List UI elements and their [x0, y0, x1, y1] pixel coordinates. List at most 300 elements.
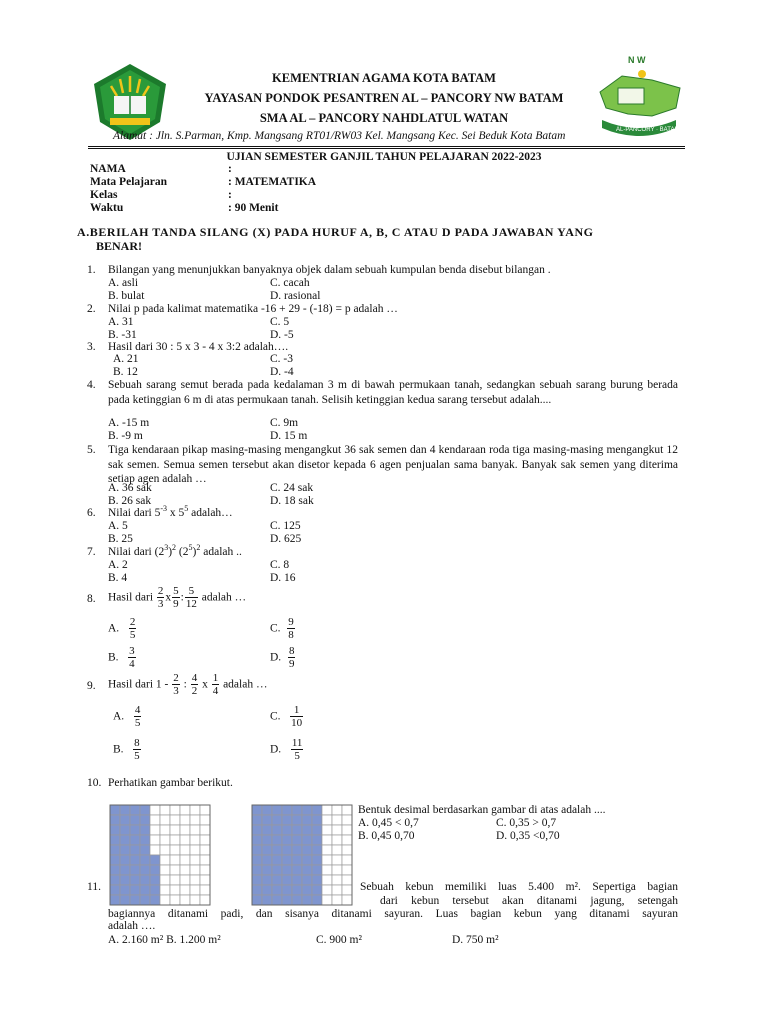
grid-cell [200, 845, 210, 855]
fraction [288, 645, 296, 670]
grid-cell-shaded [272, 815, 282, 825]
grid-cell-shaded [312, 895, 322, 905]
grid-cell [332, 835, 342, 845]
grid-cell [160, 835, 170, 845]
option-a[interactable]: A. 31 [108, 316, 134, 328]
numerator: 8 [288, 645, 295, 657]
option-d[interactable]: D. -5 [270, 329, 294, 341]
grid-cell [160, 875, 170, 885]
grid-cell-shaded [312, 805, 322, 815]
question-text: Tiga kendaraan pikap masing-masing mengangkut 36 sak semen dan 4 kendaraan roda tiga masing-masing mengangkut 12 sak semen. Semua semen tersebut akan disetor kepada 6 agen penjualan sama banyak. Banyak sak semen yang diterima setiap agen adalah … [108, 444, 678, 485]
grid-cell [180, 875, 190, 885]
grid-cell [322, 875, 332, 885]
option-c[interactable]: C. 5 [270, 316, 290, 328]
fraction [157, 585, 165, 610]
grid-cell-shaded [302, 815, 312, 825]
grid-cell [322, 885, 332, 895]
operator: x [165, 591, 172, 604]
grid-cell-shaded [252, 895, 262, 905]
grid-cell [322, 805, 332, 815]
grid-cell-shaded [292, 845, 302, 855]
grid-cell [170, 845, 180, 855]
identity-value: : 90 Menit [228, 202, 279, 214]
exam-title: UJIAN SEMESTER GANJIL TAHUN PELAJARAN 2022-2023 [226, 151, 542, 163]
option-a[interactable] [108, 616, 137, 641]
fraction [185, 585, 198, 610]
header-line1: KEMENTRIAN AGAMA KOTA BATAM [272, 71, 496, 85]
logo-ribbon-text: AL-PANCORY · BATAM [616, 127, 680, 133]
grid-cell [150, 835, 160, 845]
grid-cell-shaded [140, 855, 150, 865]
option-letter: B. [108, 651, 119, 664]
question-text-2: Bentuk desimal berdasarkan gambar di atas adalah .... [358, 804, 606, 816]
grid-cell-shaded [282, 845, 292, 855]
grid-cell-shaded [302, 885, 312, 895]
grid-cell-shaded [302, 875, 312, 885]
header-address: Alamat : Jln. S.Parman, Kmp. Mangsang RT01/RW03 Kel. Mangsang Kec. Sei Beduk Kota Batam [113, 130, 566, 142]
denominator: 5 [294, 750, 300, 762]
grid-cell [200, 825, 210, 835]
text-part: Hasil dari 1 - [108, 678, 169, 691]
grid-cell [150, 845, 160, 855]
grid-cell-shaded [120, 845, 130, 855]
grid-cell-shaded [262, 805, 272, 815]
denominator: 5 [134, 750, 140, 762]
grid-cell-shaded [292, 805, 302, 815]
text-part: x 5 [167, 507, 185, 519]
grid-cell-shaded [272, 835, 282, 845]
grid-cell [200, 875, 210, 885]
grid-cell [150, 825, 160, 835]
grid-cell [200, 815, 210, 825]
section-a-instruction: A.BERILAH TANDA SILANG (X) PADA HURUF A, B, C ATAU D PADA JAWABAN YANG [77, 225, 594, 239]
grid-cell-shaded [120, 885, 130, 895]
question-text [108, 585, 246, 610]
grid-cell-shaded [302, 805, 312, 815]
grid-cell-shaded [130, 825, 140, 835]
operator: : [183, 678, 187, 691]
grid-cell [190, 895, 200, 905]
grid-cell-shaded [282, 855, 292, 865]
text-part: (2 [176, 546, 189, 558]
option-c[interactable]: C. 24 sak [270, 482, 314, 494]
grid-cell-shaded [312, 885, 322, 895]
grid-cell-shaded [150, 875, 160, 885]
grid-cell-shaded [120, 895, 130, 905]
grid-cell-shaded [110, 845, 120, 855]
fraction [287, 616, 295, 641]
grid-cell [160, 895, 170, 905]
grid-cell [170, 865, 180, 875]
grid-cell [170, 825, 180, 835]
option-b[interactable]: B. -9 m [108, 430, 143, 442]
operator: x [202, 678, 208, 691]
question-text [108, 543, 242, 558]
option-d[interactable]: D. rasional [270, 290, 321, 302]
grid-cell-shaded [282, 805, 292, 815]
grid-cell [180, 825, 190, 835]
numerator: 3 [129, 645, 135, 657]
grid-cell [170, 835, 180, 845]
grid-cell-shaded [312, 855, 322, 865]
grid-cell [342, 885, 352, 895]
option-b[interactable]: B. 25 [108, 533, 133, 545]
grid-cell-shaded [140, 875, 150, 885]
question-text-line: adalah …. [108, 920, 156, 932]
grid-cell-shaded [252, 885, 262, 895]
grid-cell-shaded [252, 845, 262, 855]
denominator: 3 [157, 598, 164, 610]
grid-cell [160, 805, 170, 815]
grid-cell-shaded [262, 885, 272, 895]
grid-cell [322, 895, 332, 905]
grid-cell-shaded [302, 895, 312, 905]
grid-cell-shaded [272, 875, 282, 885]
grid-cell [342, 855, 352, 865]
grid-cell-shaded [302, 845, 312, 855]
option-d[interactable]: D. 750 m² [452, 934, 499, 946]
option-c[interactable] [270, 616, 296, 641]
grid-cell-shaded [120, 805, 130, 815]
grid-cell [170, 875, 180, 885]
numerator: 5 [185, 585, 198, 598]
grid-cell [190, 875, 200, 885]
grid-cell-shaded [120, 835, 130, 845]
grid-cell [170, 855, 180, 865]
question-text: Sebuah sarang semut berada pada kedalaman 3 m di bawah permukaan tanah, sedangkan sebuah sarang burung berada pada ketinggian 6 m di atas permukaan tanah. Selisih ketinggian kedua sarang tersebut adalah.... [108, 379, 678, 406]
grid-cell [160, 865, 170, 875]
question-text [108, 504, 233, 519]
grid-cell-shaded [110, 895, 120, 905]
denominator: 4 [129, 658, 135, 670]
operator: : [180, 591, 184, 604]
grid-cell-shaded [262, 835, 272, 845]
grid-cell-shaded [262, 825, 272, 835]
grid-cell-shaded [262, 845, 272, 855]
grid-cell [170, 815, 180, 825]
option-a[interactable]: A. 0,45 < 0,7 [358, 817, 419, 829]
grid-cell-shaded [252, 825, 262, 835]
question-number: 1. [87, 264, 96, 276]
option-d[interactable]: D. 15 m [270, 430, 308, 442]
numerator: 5 [173, 585, 179, 597]
denominator: 3 [173, 685, 179, 697]
grid-cell [342, 825, 352, 835]
question-number: 11. [87, 881, 101, 893]
option-c[interactable]: C. cacah [270, 277, 310, 289]
grid-cell-shaded [282, 875, 292, 885]
grid-cell [332, 805, 342, 815]
grid-cell-shaded [140, 835, 150, 845]
fraction [172, 585, 180, 610]
denominator: 4 [212, 685, 219, 697]
grid-cell [342, 875, 352, 885]
option-c[interactable]: C. 900 m² [316, 934, 362, 946]
denominator: 12 [185, 598, 197, 610]
option-a[interactable]: A. 21 [113, 353, 139, 365]
question-number: 8. [87, 593, 96, 605]
option-a-b[interactable]: A. 2.160 m² B. 1.200 m² [108, 934, 221, 946]
grid-cell-shaded [292, 835, 302, 845]
grid-cell [180, 895, 190, 905]
fraction [172, 672, 180, 697]
option-a[interactable]: A. -15 m [108, 417, 150, 429]
grid-cell-shaded [120, 815, 130, 825]
grid-cell-shaded [110, 875, 120, 885]
option-d[interactable]: D. 625 [270, 533, 302, 545]
option-b[interactable]: B. -31 [108, 329, 137, 341]
grid-cell [322, 815, 332, 825]
fraction [134, 704, 142, 729]
grid-cell [180, 815, 190, 825]
grid-cell-shaded [140, 895, 150, 905]
logo-nw-text: N W [628, 55, 646, 65]
option-a[interactable] [113, 704, 142, 729]
grid-cell-shaded [312, 815, 322, 825]
grid-cell-shaded [130, 865, 140, 875]
grid-cell-shaded [312, 825, 322, 835]
grid-cell [322, 865, 332, 875]
grid-cell-shaded [312, 835, 322, 845]
grid-cell [342, 805, 352, 815]
grid-cell [180, 805, 190, 815]
grid-cell [190, 835, 200, 845]
text-part: Nilai dari 5 [108, 507, 161, 519]
option-d[interactable] [270, 645, 296, 670]
option-b[interactable]: B. 12 [113, 366, 138, 378]
grid-cell [150, 815, 160, 825]
grid-cell [170, 805, 180, 815]
option-d[interactable]: D. -4 [270, 366, 294, 378]
grid-cell-shaded [282, 895, 292, 905]
grid-cell [180, 865, 190, 875]
grid-cell-shaded [130, 875, 140, 885]
grid-cell-shaded [272, 805, 282, 815]
grid-cell-shaded [262, 815, 272, 825]
grid-cell-shaded [130, 885, 140, 895]
option-letter: A. [108, 622, 120, 635]
fraction [290, 704, 303, 729]
grid-cell-shaded [140, 865, 150, 875]
grid-cell-shaded [312, 865, 322, 875]
grid-cell-shaded [272, 885, 282, 895]
option-b[interactable] [108, 645, 137, 670]
grid-cell [342, 845, 352, 855]
grid-cell [190, 845, 200, 855]
option-a[interactable]: A. 36 sak [108, 482, 152, 494]
text-part: ) [168, 546, 173, 558]
grid-cell-shaded [120, 875, 130, 885]
grid-cell [180, 845, 190, 855]
grid-cell-shaded [150, 885, 160, 895]
denominator: 9 [173, 598, 179, 610]
option-letter: B. [113, 743, 124, 756]
text-part: adalah… [188, 507, 233, 519]
grid-cell-shaded [272, 845, 282, 855]
question-number: 5. [87, 444, 96, 456]
grid-cell [342, 865, 352, 875]
grid-cell-shaded [130, 835, 140, 845]
option-b[interactable]: B. 4 [108, 572, 128, 584]
grid-cell-shaded [282, 835, 292, 845]
grid-cell-shaded [130, 895, 140, 905]
grid-cell-shaded [302, 825, 312, 835]
option-c[interactable] [270, 704, 304, 729]
denominator: 5 [129, 629, 136, 641]
grid-cell [200, 865, 210, 875]
grid-cell-shaded [150, 895, 160, 905]
numerator: 1 [212, 672, 219, 684]
text-part: adalah .. [200, 546, 242, 558]
grid-cell [200, 885, 210, 895]
grid-cell [170, 885, 180, 895]
fraction [212, 672, 220, 697]
grid-cell-shaded [302, 835, 312, 845]
question-text-line: bagiannya ditanami padi, dan sisanya ditanami sayuran. Luas bagian kebun yang ditanami sayuran [108, 908, 678, 920]
grid-cell [190, 825, 200, 835]
grid-cell-shaded [120, 825, 130, 835]
grid-cell [160, 825, 170, 835]
grid-cell-shaded [282, 865, 292, 875]
grid-cell [200, 805, 210, 815]
grid-cell-shaded [292, 855, 302, 865]
grid-cell-shaded [272, 865, 282, 875]
option-b[interactable]: B. bulat [108, 290, 145, 302]
section-a-instruction-cont: BENAR! [96, 239, 143, 253]
option-b[interactable]: B. 26 sak [108, 495, 152, 507]
grid-cell-shaded [130, 815, 140, 825]
grid-cell-shaded [140, 825, 150, 835]
identity-label: Waktu [90, 202, 124, 214]
grid-cell-shaded [252, 855, 262, 865]
numerator: 4 [134, 704, 141, 716]
grid-cell [200, 855, 210, 865]
grid-cell-shaded [252, 815, 262, 825]
option-a[interactable]: A. 2 [108, 559, 128, 571]
numerator: 1 [290, 704, 303, 717]
question-text: Perhatikan gambar berikut. [108, 777, 233, 789]
grid-cell [332, 815, 342, 825]
grid-cell-shaded [150, 855, 160, 865]
grid-cell [200, 835, 210, 845]
identity-label: Kelas [90, 189, 118, 201]
option-d[interactable]: D. 0,35 <0,70 [496, 830, 560, 842]
option-c[interactable]: C. 125 [270, 520, 301, 532]
question-text: Nilai p pada kalimat matematika -16 + 29 - (-18) = p adalah … [108, 303, 398, 315]
grid-cell-shaded [262, 865, 272, 875]
grid-cell [342, 815, 352, 825]
grid-cell [160, 855, 170, 865]
grid-cell-shaded [110, 805, 120, 815]
grid-cell-shaded [150, 865, 160, 875]
identity-value: : [228, 189, 232, 201]
grid-cell [332, 895, 342, 905]
grid-cell-shaded [110, 835, 120, 845]
grid-cell-shaded [292, 875, 302, 885]
denominator: 2 [191, 685, 198, 697]
fraction [291, 737, 304, 762]
grid-cell-shaded [312, 845, 322, 855]
grid-cell-shaded [110, 855, 120, 865]
grid-cell-shaded [302, 855, 312, 865]
numerator: 9 [288, 616, 294, 628]
grid-cell-shaded [292, 865, 302, 875]
denominator: 8 [288, 629, 294, 641]
option-a[interactable]: A. asli [108, 277, 139, 289]
identity-value: : [228, 163, 232, 175]
option-letter: D. [270, 743, 282, 756]
denominator: 10 [291, 717, 303, 729]
numerator: 2 [157, 585, 164, 597]
option-b[interactable]: B. 0,45 0,70 [358, 830, 415, 842]
grid-cell-shaded [292, 825, 302, 835]
numerator: 8 [134, 737, 140, 749]
grid-cell-shaded [272, 895, 282, 905]
grid-cell-shaded [252, 875, 262, 885]
grid-cell [332, 845, 342, 855]
option-c[interactable]: C. 0,35 > 0,7 [496, 817, 557, 829]
grid-cell [332, 865, 342, 875]
option-d[interactable]: D. 18 sak [270, 495, 314, 507]
grid-cell [190, 885, 200, 895]
grid-cell-shaded [252, 865, 262, 875]
grid-cell-shaded [110, 865, 120, 875]
text-part: adalah … [201, 591, 247, 604]
option-a[interactable]: A. 5 [108, 520, 128, 532]
identity-value: : MATEMATIKA [228, 176, 317, 188]
grid-cell [322, 855, 332, 865]
grid-cell-shaded [262, 855, 272, 865]
option-letter: C. [270, 710, 281, 723]
option-c[interactable]: C. 8 [270, 559, 290, 571]
question-number: 3. [87, 341, 96, 353]
option-letter: C. [270, 622, 281, 635]
question-text [108, 672, 267, 697]
grid-cell [160, 885, 170, 895]
option-d[interactable]: D. 16 [270, 572, 296, 584]
grid-cell-shaded [282, 825, 292, 835]
grid-cell [322, 845, 332, 855]
grid-cell [342, 895, 352, 905]
grid-cell [332, 825, 342, 835]
question-text-line: Sebuah kebun memiliki luas 5.400 m². Sepertiga bagian [360, 881, 678, 893]
fraction [128, 645, 136, 670]
grid-cell [332, 855, 342, 865]
option-d[interactable] [270, 737, 304, 762]
fraction [133, 737, 141, 762]
grid-cell [160, 815, 170, 825]
grid-cell-shaded [252, 805, 262, 815]
grid-cell [150, 805, 160, 815]
grid-cell-shaded [120, 865, 130, 875]
grid-cell-shaded [312, 875, 322, 885]
denominator: 5 [134, 717, 141, 729]
grid-cell-shaded [292, 895, 302, 905]
option-b[interactable] [113, 737, 142, 762]
option-c[interactable]: C. -3 [270, 353, 293, 365]
grid-cell-shaded [120, 855, 130, 865]
header-line3: SMA AL – PANCORY NAHDLATUL WATAN [259, 111, 509, 125]
grid-cell-shaded [140, 845, 150, 855]
question-number: 4. [87, 379, 96, 391]
option-c[interactable]: C. 9m [270, 417, 299, 429]
grid-cell [332, 875, 342, 885]
grid-cell [322, 825, 332, 835]
exponent: 2 [196, 543, 201, 553]
question-number: 7. [87, 546, 96, 558]
grid-cell-shaded [130, 805, 140, 815]
grid-cell-shaded [272, 825, 282, 835]
